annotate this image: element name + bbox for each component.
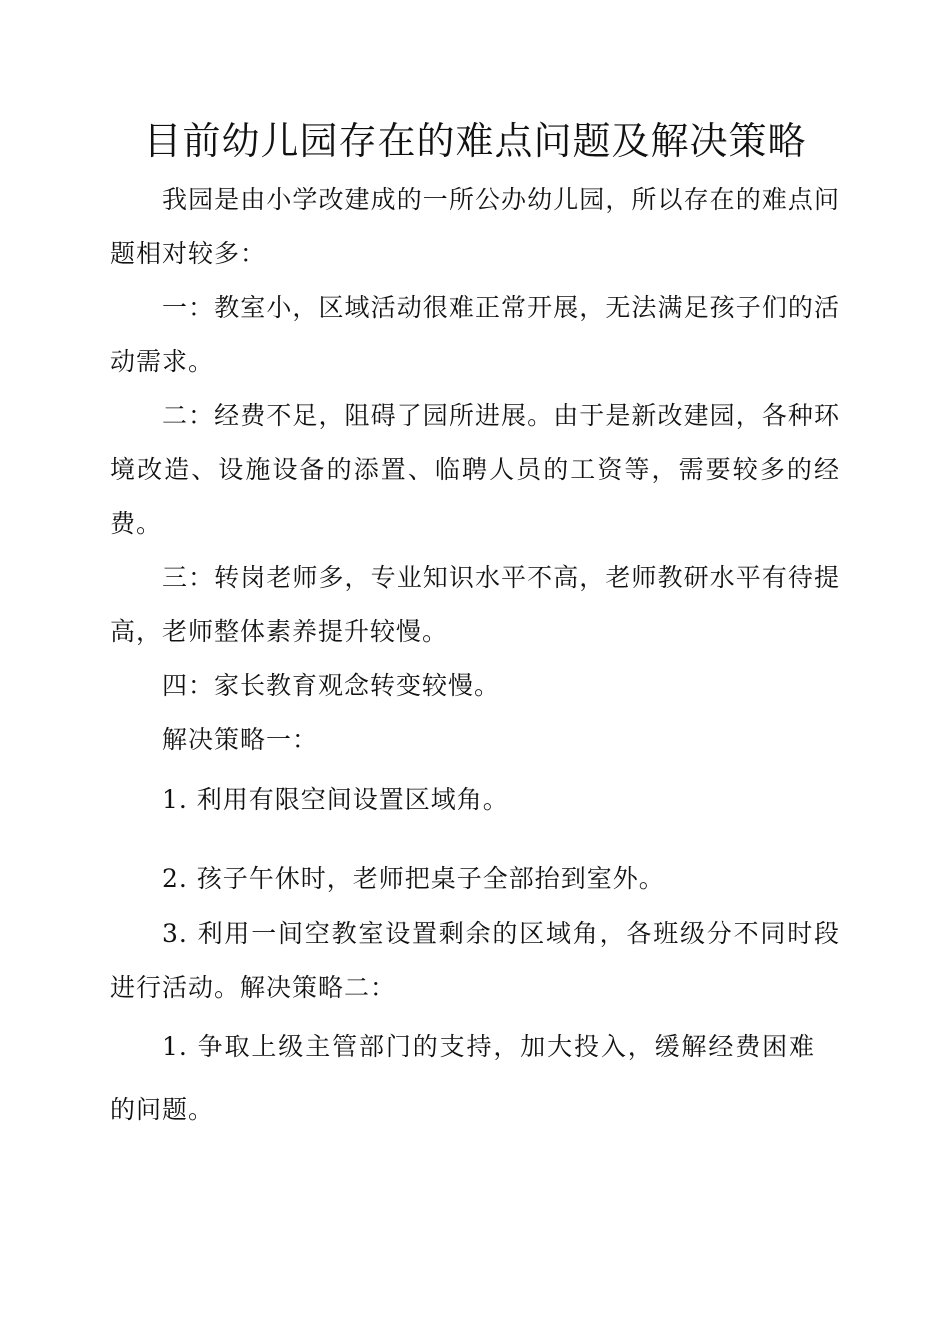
paragraph-strategy-1-item-2: 2. 孩子午休时，老师把桌子全部抬到室外。 <box>162 864 665 893</box>
paragraph-problem-3: 三：转岗老师多，专业知识水平不高，老师教研水平有待提高，老师整体素养提升较慢。 <box>110 563 840 646</box>
paragraph-strategy-1-heading: 解决策略一： <box>162 725 319 754</box>
paragraph-strategy-1-item-1: 1. 利用有限空间设置区域角。 <box>162 785 509 814</box>
document-title: 目前幼儿园存在的难点问题及解决策略 <box>143 119 807 163</box>
paragraph-problem-2: 二：经费不足，阻碍了园所进展。由于是新改建园，各种环境改造、设施设备的添置、临聘人员的工资等，需要较多的经费。 <box>110 401 840 538</box>
paragraph-problem-1: 一：教室小，区域活动很难正常开展，无法满足孩子们的活动需求。 <box>110 293 840 376</box>
paragraph-intro: 我园是由小学改建成的一所公办幼儿园，所以存在的难点问题相对较多： <box>110 185 840 268</box>
paragraph-strategy-2-item-1: 1. 争取上级主管部门的支持，加大投入，缓解经费困难的问题。 <box>110 1032 815 1124</box>
paragraph-problem-4: 四：家长教育观念转变较慢。 <box>162 671 501 700</box>
paragraph-strategy-1-item-3: 3. 利用一间空教室设置剩余的区域角，各班级分不同时段进行活动。解决策略二： <box>110 919 840 1002</box>
